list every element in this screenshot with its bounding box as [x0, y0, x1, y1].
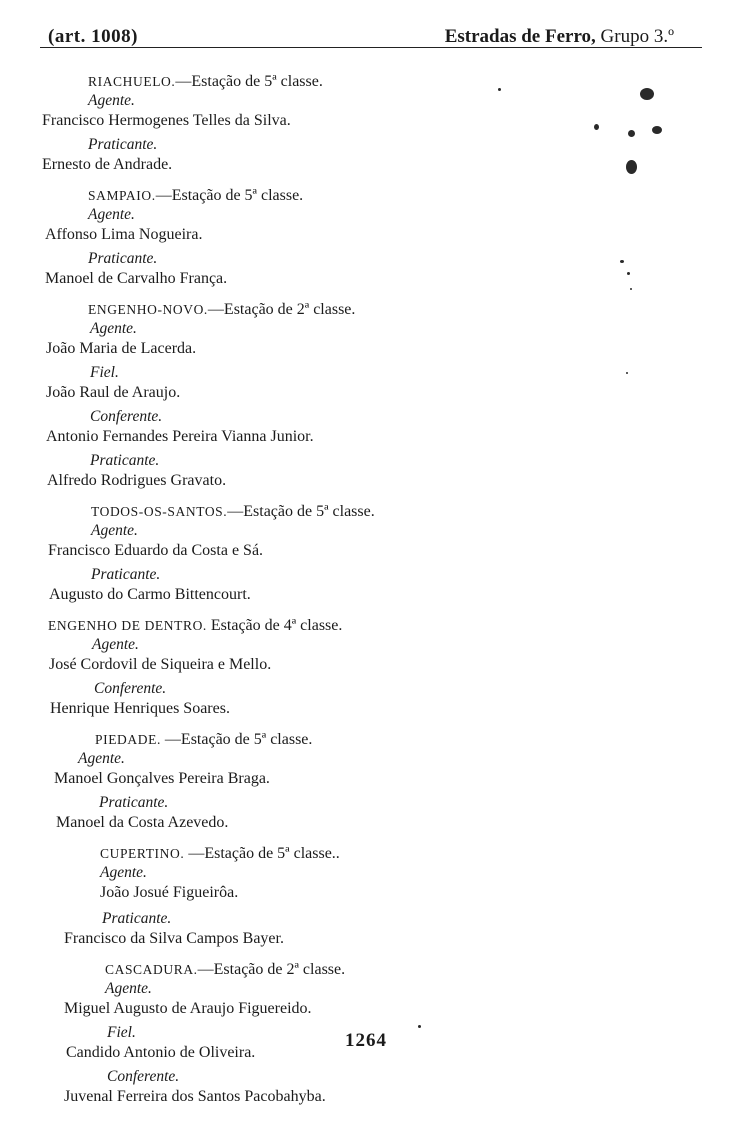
station-heading: [0, 300, 736, 319]
scan-speck: [594, 124, 599, 130]
person-name: Affonso Lima Nogueira.: [45, 226, 203, 243]
running-header: [40, 26, 702, 50]
station-heading: [0, 960, 736, 979]
role-label: Agente.: [78, 750, 125, 767]
station-name: SAMPAIO.: [88, 188, 156, 203]
person-name: João Josué Figueirôa.: [100, 884, 239, 901]
role-label: Praticante.: [88, 250, 158, 267]
person-name: Francisco Eduardo da Costa e Sá.: [48, 542, 264, 559]
section-title: [445, 26, 674, 48]
station-class: —Estação de 2ª classe.: [197, 961, 346, 978]
role-label: Conferente.: [94, 680, 167, 697]
station-name: RIACHUELO.: [88, 74, 176, 89]
person-name: Manoel de Carvalho França.: [45, 270, 228, 287]
role-label: Agente.: [88, 206, 135, 223]
station-entry: [0, 186, 736, 289]
role-label: Agente.: [92, 636, 139, 653]
station-class: —Estação de 5ª classe.: [160, 731, 313, 748]
role-label: Agente.: [88, 92, 135, 109]
station-name: TODOS-OS-SANTOS.: [91, 504, 228, 519]
station-class: Estação de 4ª classe.: [206, 617, 343, 634]
scan-speck: [498, 88, 501, 91]
person-name: Francisco da Silva Campos Bayer.: [64, 930, 284, 947]
station-class: —Estação de 2ª classe.: [207, 301, 356, 318]
role-label: Conferente.: [90, 408, 163, 425]
scan-speck: [418, 1025, 421, 1028]
scan-speck: [627, 272, 630, 275]
station-heading: [0, 186, 736, 205]
role-label: Praticante.: [91, 566, 161, 583]
role-label: Conferente.: [107, 1068, 180, 1085]
person-name: Augusto do Carmo Bittencourt.: [49, 586, 251, 603]
person-name: Ernesto de Andrade.: [42, 156, 173, 173]
person-name: João Raul de Araujo.: [46, 384, 181, 401]
scan-speck: [630, 288, 632, 290]
person-name: Juvenal Ferreira dos Santos Pacobahyba.: [64, 1088, 326, 1105]
section-name: Estradas de Ferro,: [444, 26, 596, 47]
person-name: Miguel Augusto de Araujo Figuereido.: [64, 1000, 312, 1017]
station-name: PIEDADE.: [95, 732, 161, 747]
station-heading: [0, 502, 736, 521]
role-label: Agente.: [90, 320, 137, 337]
station-name: ENGENHO DE DENTRO.: [48, 618, 207, 633]
group-label: Grupo 3.º: [600, 26, 674, 47]
person-name: Alfredo Rodrigues Gravato.: [47, 472, 227, 489]
station-name: CASCADURA.: [105, 962, 198, 977]
station-heading: [0, 616, 736, 635]
page-number: 1264: [345, 1030, 387, 1051]
role-label: Agente.: [100, 864, 147, 881]
station-list: [0, 72, 736, 1107]
scan-speck: [626, 160, 637, 174]
station-entry: [0, 844, 736, 949]
person-name: Henrique Henriques Soares.: [50, 700, 230, 717]
station-entry: [0, 730, 736, 833]
article-reference: (art. 1008): [48, 26, 138, 47]
station-entry: [0, 616, 736, 719]
role-label: Agente.: [91, 522, 138, 539]
role-label: Agente.: [105, 980, 152, 997]
station-name: CUPERTINO.: [100, 846, 185, 861]
scan-speck: [626, 372, 628, 374]
person-name: Manoel da Costa Azevedo.: [56, 814, 229, 831]
person-name: Candido Antonio de Oliveira.: [66, 1044, 256, 1061]
role-label: Praticante.: [102, 910, 172, 927]
person-name: Antonio Fernandes Pereira Vianna Junior.: [46, 428, 314, 445]
station-class: —Estação de 5ª classe.: [227, 503, 375, 520]
role-label: Praticante.: [90, 452, 160, 469]
person-name: Francisco Hermogenes Telles da Silva.: [42, 112, 291, 129]
station-heading: [0, 72, 736, 91]
scan-speck: [652, 126, 662, 134]
station-class: —Estação de 5ª classe.: [175, 73, 323, 90]
station-heading: [0, 844, 736, 863]
role-label: Praticante.: [99, 794, 169, 811]
station-entry: [0, 72, 736, 175]
station-class: —Estação de 5ª classe..: [184, 845, 340, 862]
person-name: Manoel Gonçalves Pereira Braga.: [54, 770, 270, 787]
person-name: José Cordovil de Siqueira e Mello.: [49, 656, 272, 673]
station-entry: [0, 300, 736, 491]
header-rule: [40, 47, 702, 48]
station-entry: [0, 502, 736, 605]
scan-speck: [628, 130, 635, 137]
station-class: —Estação de 5ª classe.: [155, 187, 304, 204]
scan-speck: [620, 260, 624, 263]
role-label: Fiel.: [107, 1024, 136, 1041]
person-name: João Maria de Lacerda.: [46, 340, 197, 357]
role-label: Praticante.: [88, 136, 158, 153]
station-name: ENGENHO-NOVO.: [88, 302, 208, 317]
role-label: Fiel.: [90, 364, 119, 381]
scan-speck: [640, 88, 654, 100]
station-heading: [0, 730, 736, 749]
